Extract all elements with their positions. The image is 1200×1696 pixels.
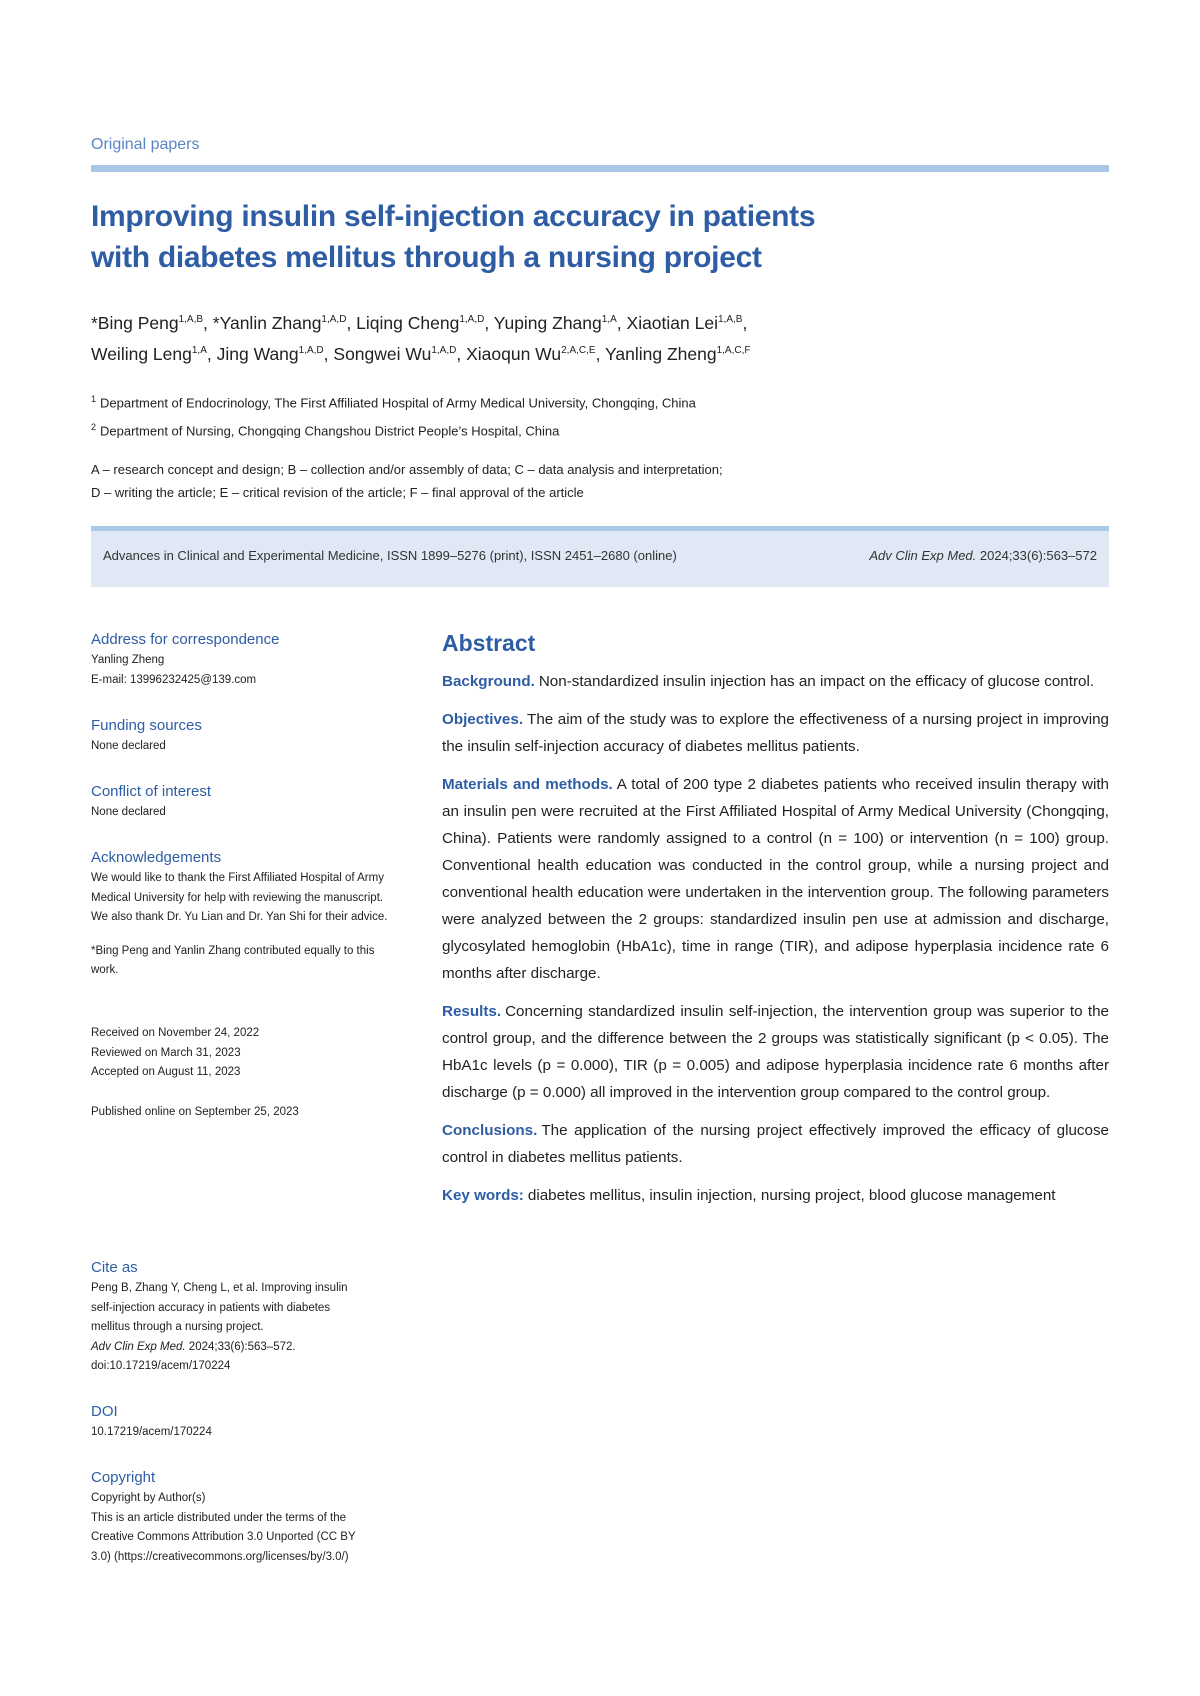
cite-text: Peng B, Zhang Y, Cheng L, et al. Improving insulin self-injection accuracy in patients with diabetes mellitus through a nursing project. bbox=[91, 1282, 348, 1333]
author: Jing Wang$^{1,A,D}$ bbox=[216, 343, 324, 364]
abstract-heading: Abstract bbox=[442, 630, 536, 656]
journal-issn: Advances in Clinical and Experimental Medicine, ISSN 1899–5276 (print), ISSN 2451–2680 (online) bbox=[103, 548, 677, 563]
author-list: *Bing Peng$^{1,A,B}$, *Yanlin Zhang$^{1,A,D}$, Liqing Cheng$^{1,A,D}$, Yuping Zhang$^{1,A}$, Xiaotian Lei$^{1,A,B}$, Weiling Leng$^{1,A}$, Jing Wang$^{1,A,D}$, Songwei $Wu^{1,A,D}$, Xiaoqun $Wu^{2,A,C,E}$, Yanling Zheng$^{1,A,C,F}$ bbox=[91, 312, 751, 364]
abstract-keywords: Key words: diabetes mellitus, insulin injection, nursing project, blood glucose management bbox=[442, 1187, 1056, 1204]
correspondence-email: E-mail: 13996232425@139.com bbox=[91, 673, 257, 686]
acknowledgements-text: We would like to thank the First Affiliated Hospital of Army Medical University for help with reviewing the manuscript. We also thank Dr. Yu Lian and Dr. Yan Shi for their advice. bbox=[91, 872, 388, 923]
acknowledgements-heading: Acknowledgements bbox=[91, 849, 222, 866]
doi-text: 10.17219/acem/170224 bbox=[91, 1426, 212, 1438]
header-rule bbox=[91, 165, 1109, 172]
abstract-background: Background. Non-standardized insulin injection has an impact on the efficacy of glucose control. bbox=[442, 673, 1095, 690]
author: Yuping Zhang$^{1,A}$ bbox=[493, 312, 617, 333]
license-text: This is an article distributed under the terms of the Creative Commons Attribution 3.0 Unported (CC BY 3.0) (https://creativecommons.org/licenses/by/3.0/) bbox=[91, 1511, 356, 1563]
doi-heading: DOI bbox=[91, 1403, 118, 1420]
author: Weiling Leng$^{1,A}$ bbox=[91, 343, 207, 364]
correspondence-heading: Address for correspondence bbox=[91, 631, 280, 648]
affiliations bbox=[91, 387, 851, 444]
conflict-block bbox=[91, 782, 411, 823]
abstract-results: Results. Concerning standardized insulin self-injection, the intervention group was superior to the control group, and the difference between the 2 groups was statistically significant (p < 0.05). The HbA1c levels (p = 0.000), TIR (p = 0.005) and adipose hyperplasia incidence rate 6 months after discharge (p = 0.000) all improved in the intervention group compared to the control group. bbox=[442, 1003, 1109, 1101]
conflict-heading: Conflict of interest bbox=[91, 783, 212, 800]
acknowledgements-block bbox=[91, 848, 401, 981]
article-title: Improving insulin self-injection accuracy in patients with diabetes mellitus through a nursing project bbox=[91, 200, 816, 274]
section-label: Original papers bbox=[91, 136, 200, 153]
correspondence-name: Yanling Zheng bbox=[91, 654, 165, 666]
cite-journal-ref: Adv Clin Exp Med. 2024;33(6):563–572. bbox=[91, 1340, 296, 1353]
funding-text: None declared bbox=[91, 740, 166, 752]
reviewed-date: Reviewed on March 31, 2023 bbox=[91, 1046, 241, 1059]
journal-citation: Adv Clin Exp Med. 2024;33(6):563–572 bbox=[869, 548, 1097, 563]
published-date: Published online on September 25, 2023 bbox=[91, 1105, 299, 1118]
funding-block bbox=[91, 716, 411, 757]
author: Xiaotian Lei$^{1,A,B}$ bbox=[626, 312, 743, 333]
doi-block bbox=[91, 1402, 411, 1443]
contribution-legend bbox=[91, 458, 851, 504]
affiliation: $^1$ Department of Endocrinology, The First Affiliated Hospital of Army Medical University, Chongqing, China bbox=[91, 394, 696, 411]
copyright-heading: Copyright bbox=[91, 1469, 156, 1486]
correspondence-block bbox=[91, 630, 411, 690]
paper-page bbox=[91, 0, 1109, 1696]
author: *Yanlin Zhang$^{1,A,D}$ bbox=[212, 312, 347, 333]
affiliation: $^2$ Department of Nursing, Chongqing Changshou District People’s Hospital, China bbox=[91, 422, 560, 439]
contribution-line: A – research concept and design; B – collection and/or assembly of data; C – data analysis and interpretation; bbox=[91, 462, 723, 477]
received-date: Received on November 24, 2022 bbox=[91, 1027, 260, 1039]
abstract-methods: Materials and methods. A total of 200 type 2 diabetes patients who received insulin therapy with an insulin pen were recruited at the First Affiliated Hospital of Army Medical University (Chongqing, China). Patients were randomly assigned to a control (n = 100) or intervention (n = 100) group. Conventional health education was conducted in the control group, while a nursing project and conventional health education were undertaken in the intervention group. The following parameters were analyzed between the 2 groups: standardized insulin pen use at admission and discharge, glycosylated hemoglobin (HbA1c), time in range (TIR), and adipose hyperplasia incidence rate 6 months after discharge. bbox=[442, 776, 1109, 982]
author: Xiaoqun $Wu^{2,A,C,E}$ bbox=[466, 343, 596, 364]
cite-heading: Cite as bbox=[91, 1259, 138, 1276]
author: Liqing Cheng$^{1,A,D}$ bbox=[356, 312, 485, 333]
abstract-section bbox=[442, 628, 1109, 1220]
author: *Bing Peng$^{1,A,B}$ bbox=[91, 312, 204, 333]
author: Yanling Zheng$^{1,A,C,F}$ bbox=[605, 343, 751, 364]
accepted-date: Accepted on August 11, 2023 bbox=[91, 1066, 241, 1078]
journal-info-bar bbox=[91, 526, 1109, 587]
copyright-block bbox=[91, 1468, 376, 1567]
cite-block bbox=[91, 1258, 356, 1377]
equal-contribution-note: *Bing Peng and Yanlin Zhang contributed equally to this work. bbox=[91, 944, 375, 976]
cite-doi: doi:10.17219/acem/170224 bbox=[91, 1360, 231, 1372]
author: Songwei $Wu^{1,A,D}$ bbox=[333, 343, 457, 364]
abstract-conclusions: Conclusions. The application of the nursing project effectively improved the efficacy of glucose control in diabetes mellitus patients. bbox=[442, 1122, 1109, 1166]
funding-heading: Funding sources bbox=[91, 717, 202, 734]
abstract-objectives: Objectives. The aim of the study was to explore the effectiveness of a nursing project in improving the insulin self-injection accuracy of diabetes mellitus patients. bbox=[442, 711, 1109, 755]
copyright-owner: Copyright by Author(s) bbox=[91, 1492, 206, 1504]
dates-block bbox=[91, 1024, 411, 1122]
conflict-text: None declared bbox=[91, 806, 166, 818]
contribution-line: D – writing the article; E – critical revision of the article; F – final approval of the article bbox=[91, 485, 584, 500]
